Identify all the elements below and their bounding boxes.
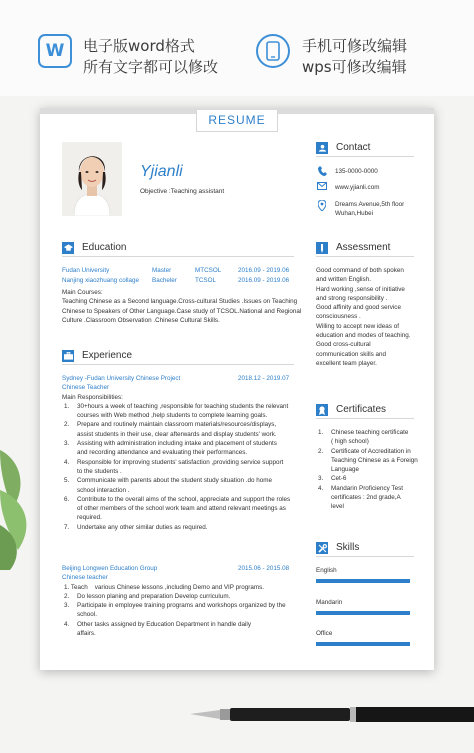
address xyxy=(335,200,404,219)
list-item: 3. Cet-6 xyxy=(318,475,347,483)
job-role: Chinese Teacher xyxy=(62,384,110,392)
email-icon xyxy=(316,182,328,194)
pen-icon xyxy=(316,242,328,254)
job-dates: 2015.06 - 2015.08 xyxy=(238,565,290,572)
contact-phone xyxy=(316,166,414,178)
skill-name: Office xyxy=(316,630,333,637)
list-item: 1. 30+hours a week of teaching ,responsible for teaching students the relevant courses with Web method ,help students to complete learning goals. xyxy=(64,402,289,420)
skills-header xyxy=(316,542,414,556)
edu-school: Nanjing xiaozhuang collage xyxy=(62,277,140,284)
contact-address xyxy=(316,200,426,222)
contact-web xyxy=(316,182,414,194)
location-pin-icon xyxy=(316,200,328,212)
candidate-name: Yjianli xyxy=(140,163,183,180)
list-item: 7. Undertake any other similar duties as required. xyxy=(64,523,208,531)
contact-divider xyxy=(316,156,414,157)
wrench-tools-icon xyxy=(316,542,328,554)
skill-name: Mandarin xyxy=(316,599,343,606)
plant-leaves-decoration xyxy=(0,430,40,570)
contact-header xyxy=(316,142,414,156)
banner-left-line2: 所有文字都可以修改 xyxy=(83,58,219,76)
banner-right-line2: wps可修改编辑 xyxy=(302,58,407,76)
list-item: 4. Responsible for improving students' satisfaction ,providing service support to the students . xyxy=(64,458,284,475)
edu-degree: Bacheler xyxy=(152,277,177,284)
assessment-header xyxy=(316,242,414,256)
certificates-list xyxy=(318,428,428,512)
education-header xyxy=(62,242,294,256)
list-item: 2. Do lesson planing and preparation Develop curriculum. xyxy=(64,592,231,600)
education-courses xyxy=(62,288,302,325)
skill-bar-fill xyxy=(316,611,410,615)
experience-header xyxy=(62,350,294,364)
edu-dates: 2016.09 - 2019.06 xyxy=(238,277,290,284)
courses-label: Main Courses: xyxy=(62,289,103,296)
responsibilities-label: Main Responsibilities: xyxy=(62,393,123,401)
resume-page xyxy=(40,108,434,670)
website: www.yjianli.com xyxy=(335,184,380,191)
banner-right-line1: 手机可修改编辑 xyxy=(302,37,408,55)
phone-icon xyxy=(256,34,290,68)
list-item: 2. Certificate of Accreditation in Teaching Chinese as a Foreign Language xyxy=(318,447,418,474)
certificates-divider xyxy=(316,418,414,419)
job-2 xyxy=(62,564,302,638)
skill-name: English xyxy=(316,567,337,574)
job-org: Beijing Longwen Education Group xyxy=(62,565,158,572)
banner-left-text xyxy=(83,36,218,78)
experience-title: Experience xyxy=(82,350,133,361)
address-line: Wuhan,Hubei xyxy=(335,210,374,218)
job-org: Sydney -Fudan University Chinese Project xyxy=(62,375,181,382)
list-item: 5. Communicate with parents about the student study situation .do home school interaction . xyxy=(64,477,272,494)
edu-dates: 2016.09 - 2019.06 xyxy=(238,267,290,274)
certificate-ribbon-icon xyxy=(316,404,328,416)
objective-text: Objective :Teaching assistant xyxy=(140,188,225,195)
courses-line: Chinese to Speakers of Other Language.Case study of TCSOL.National and Regional xyxy=(62,307,302,315)
briefcase-icon xyxy=(62,350,74,362)
resume-tab-label: RESUME xyxy=(208,113,266,127)
list-item: 1. Chinese teaching certificate ( high school) xyxy=(318,429,409,446)
skill-bar-fill xyxy=(316,579,410,583)
promo-banner xyxy=(0,0,474,96)
skill-bar-english xyxy=(316,579,410,583)
list-item: 1. Teach various Chinese lessons ,including Demo and VIP programs. xyxy=(64,583,264,591)
phone-number: 135-0000-0000 xyxy=(335,168,378,175)
skill-bar-office xyxy=(316,642,410,646)
contact-title: Contact xyxy=(336,142,371,153)
address-line: Dreams Avenue,5th floor xyxy=(335,201,405,208)
graduation-cap-icon xyxy=(62,242,74,254)
edu-major: TCSOL xyxy=(195,277,216,284)
assessment-title: Assessment xyxy=(336,242,391,253)
list-item: 3. Assisting with administration including intake and placement of students and recording attendance and evaluating their performances. xyxy=(64,440,277,457)
experience-divider xyxy=(62,364,294,365)
id-card-icon xyxy=(316,142,328,154)
education-divider xyxy=(62,256,294,257)
skills-divider xyxy=(316,556,414,557)
resume-tab xyxy=(196,110,278,132)
banner-left-line1: 电子版word格式 xyxy=(83,37,195,55)
job-2-responsibilities xyxy=(62,583,302,639)
skill-bar-fill xyxy=(316,642,410,646)
job-1 xyxy=(62,374,302,532)
certificates-header xyxy=(316,404,414,418)
job-1-responsibilities xyxy=(62,402,302,532)
skill-bar-mandarin xyxy=(316,611,410,615)
courses-line: Culture .Classroom Observation .Chinese Cultural Skills. xyxy=(62,316,220,324)
list-item: 6. Contribute to the overall aims of the school, appreciate and support the roles of other members of the school work team and attend relevant meetings as required. xyxy=(64,495,291,522)
banner-right-text xyxy=(302,36,407,78)
assessment-text: Good command of both spoken and written English. Hard working ,sense of initiative and strong responsibility . Good affinity and good service consciousness . Willing to accept new ideas of education and modes of teaching. Good cross-cultural communication skills and excellent team player. xyxy=(316,267,411,367)
certificates-title: Certificates xyxy=(336,404,387,415)
education-entries xyxy=(62,266,294,286)
job-dates: 2018.12 - 2019.07 xyxy=(238,375,290,382)
phone-icon xyxy=(316,166,328,178)
edu-school: Fudan University xyxy=(62,267,110,274)
edu-major: MTCSOL xyxy=(195,267,222,274)
edu-degree: Master xyxy=(152,267,172,274)
list-item: 3. Participate in employee training programs and workshops organized by the school. xyxy=(64,602,286,619)
word-doc-icon: W xyxy=(38,34,72,68)
courses-line: Teaching Chinese as a Second language.Cross-cultural Studies .Issues on Teaching xyxy=(62,298,298,306)
fountain-pen-decoration xyxy=(190,700,474,730)
list-item: 4. Mandarin Proficiency Test certificates : 2nd grade,A level xyxy=(318,484,403,511)
skills-title: Skills xyxy=(336,542,360,553)
list-item: 4. Other tasks assigned by Education Department in handle daily affairs. xyxy=(64,620,251,638)
profile-photo xyxy=(62,142,122,216)
list-item: 2. Prepare and routinely maintain classroom materials/resources/displays, assist students in their use, clear afterwards and display students' work. xyxy=(64,421,277,438)
education-title: Education xyxy=(82,242,127,253)
assessment-divider xyxy=(316,256,414,257)
job-role: Chinese teacher xyxy=(62,574,108,582)
